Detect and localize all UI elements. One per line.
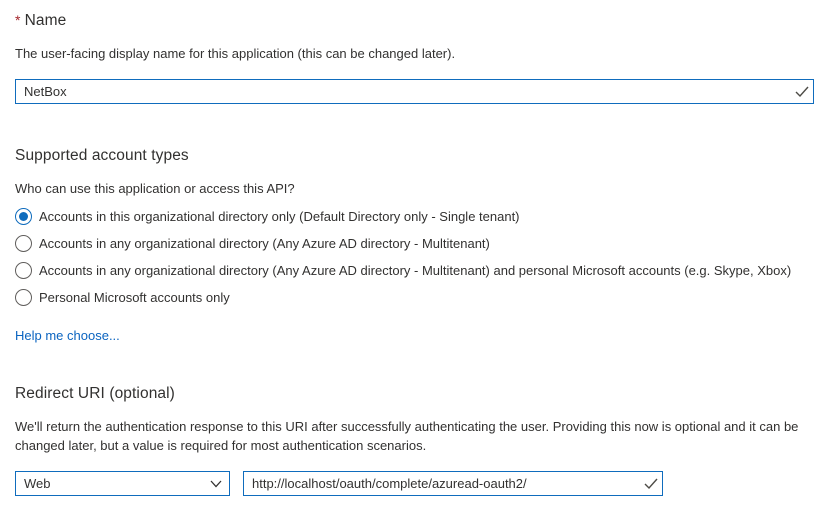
redirect-uri-input-wrap [243, 471, 663, 496]
required-marker: * [15, 12, 21, 28]
account-types-question: Who can use this application or access this API? [15, 181, 295, 196]
chevron-down-icon [203, 480, 229, 488]
name-description: The user-facing display name for this application (this can be changed later). [15, 46, 456, 61]
radio-button[interactable] [15, 208, 32, 225]
radio-option-single-tenant[interactable] [15, 208, 814, 225]
name-label: Name [24, 12, 67, 29]
platform-dropdown[interactable] [15, 471, 230, 496]
radio-button[interactable] [15, 289, 32, 306]
radio-option-personal-only[interactable] [15, 289, 814, 306]
radio-option-multitenant-personal[interactable] [15, 262, 814, 279]
platform-dropdown-value: Web [24, 476, 51, 491]
account-types-title: Supported account types [15, 147, 189, 164]
name-input[interactable] [16, 80, 791, 103]
name-section-title [15, 12, 814, 30]
radio-button[interactable] [15, 262, 32, 279]
redirect-uri-row [15, 471, 814, 496]
name-valid-check-icon [791, 86, 813, 98]
radio-button[interactable] [15, 235, 32, 252]
radio-label: Accounts in any organizational directory (Any Azure AD directory - Multitenant) and personal Microsoft accounts (e.g. Skype, Xbox) [39, 263, 792, 278]
radio-option-multitenant[interactable] [15, 235, 814, 252]
radio-label: Accounts in any organizational directory (Any Azure AD directory - Multitenant) [39, 236, 490, 251]
redirect-uri-valid-check-icon [640, 478, 662, 490]
redirect-uri-description: We'll return the authentication response to this URI after successfully authenticating the user. Providing this now is optional and it can be changed later, but a value is required for most authentication scenarios. [15, 419, 799, 453]
help-me-choose-link[interactable]: Help me choose... [15, 328, 120, 343]
radio-label: Personal Microsoft accounts only [39, 290, 230, 305]
redirect-uri-input[interactable] [244, 472, 640, 495]
name-input-wrap [15, 79, 814, 104]
redirect-uri-title: Redirect URI (optional) [15, 385, 175, 402]
radio-label: Accounts in this organizational directory only (Default Directory only - Single tenant) [39, 209, 520, 224]
